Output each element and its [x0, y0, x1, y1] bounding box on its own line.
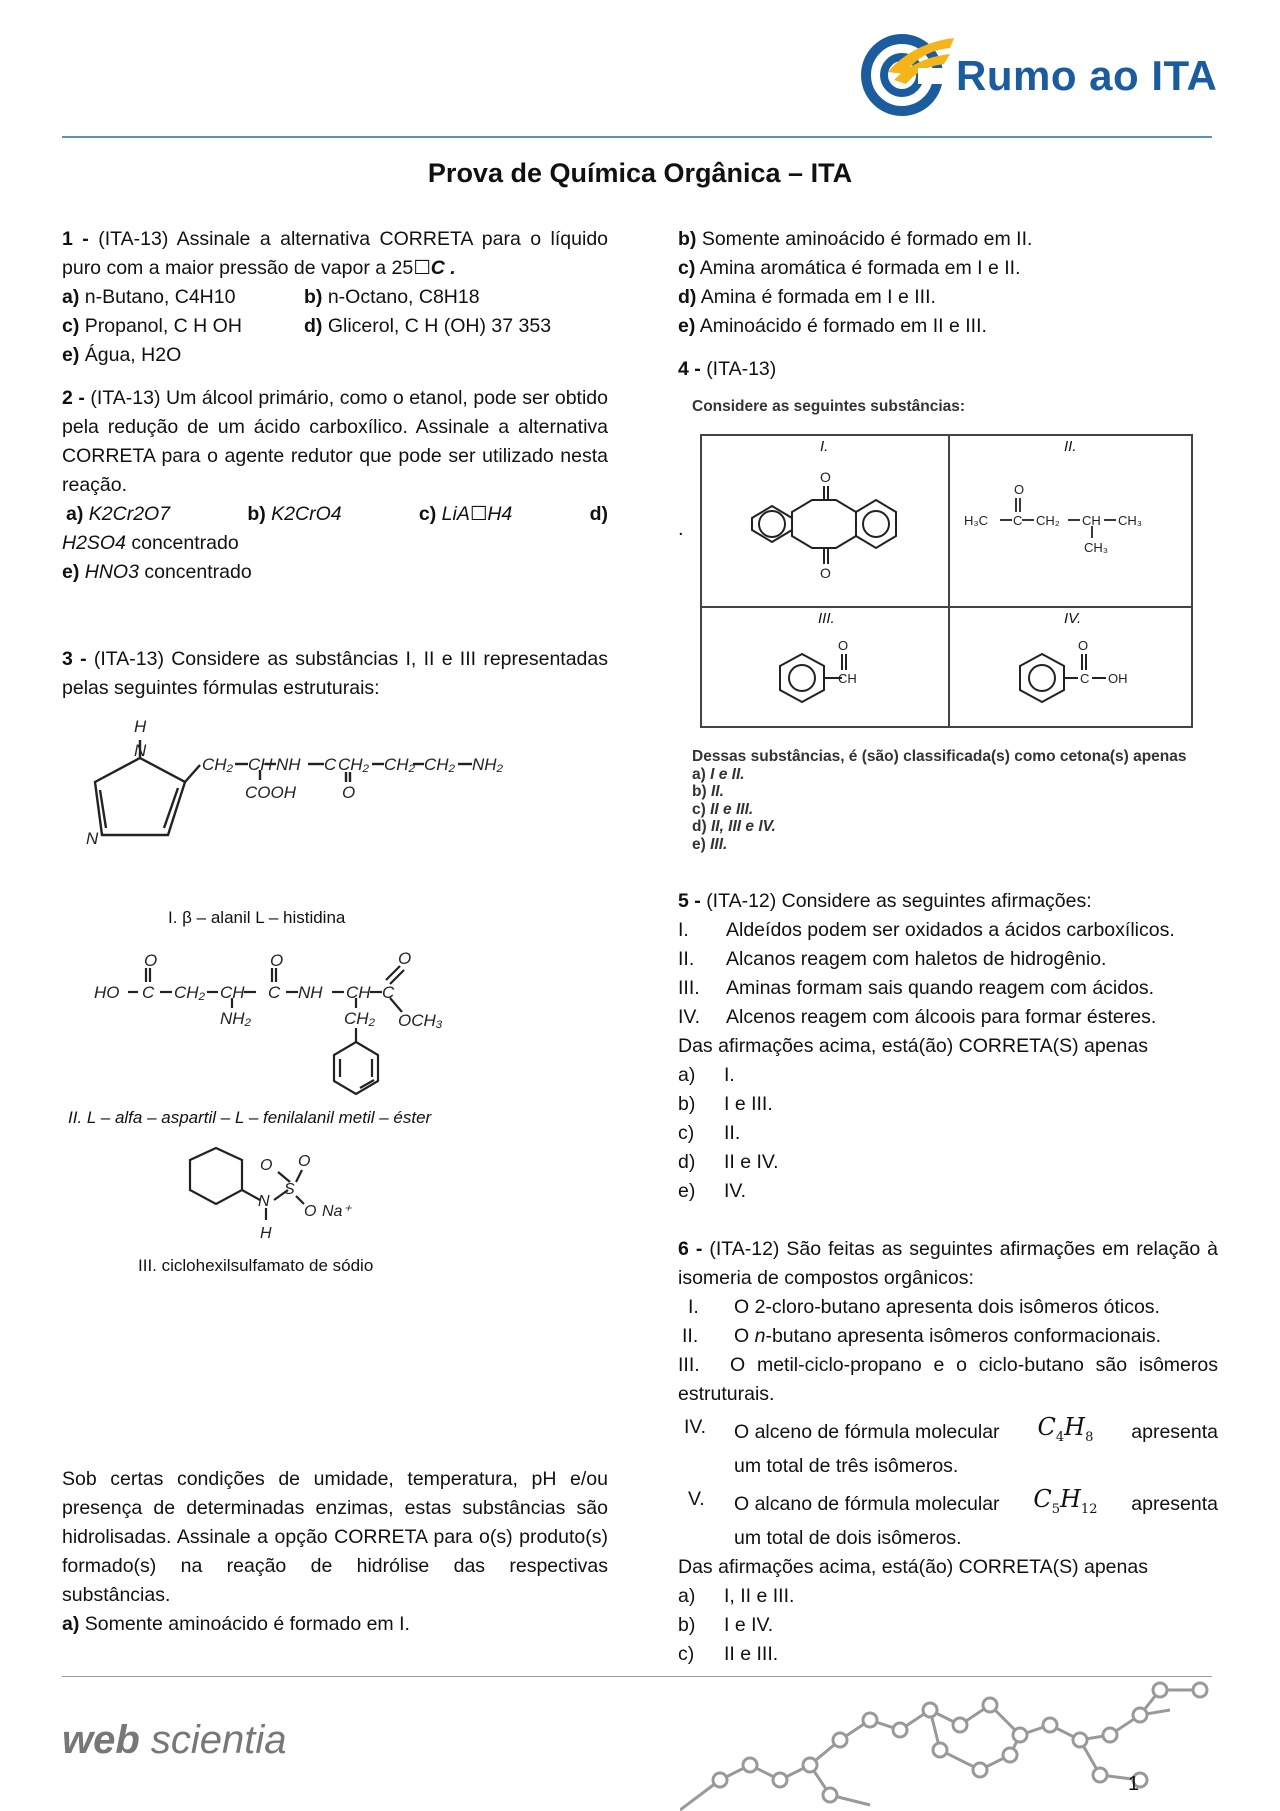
svg-text:NH₂: NH₂	[220, 1009, 252, 1028]
option-key: c)	[678, 1642, 695, 1665]
svg-text:NH: NH	[298, 983, 323, 1002]
svg-text:O: O	[820, 469, 831, 485]
svg-text:N: N	[134, 741, 147, 760]
option-key: c)	[678, 257, 696, 279]
question-number: 3 -	[62, 648, 87, 670]
logo-text: Rumo ao ITA	[956, 52, 1218, 99]
option-key: d)	[692, 818, 707, 835]
option-d-tail: concentrado	[125, 532, 239, 554]
benzoic-acid	[1012, 636, 1172, 716]
svg-text:CH: CH	[248, 755, 273, 774]
option-key: e)	[62, 561, 80, 583]
option-key: b)	[678, 1093, 696, 1115]
brand-rest: scientia	[139, 1718, 287, 1762]
svg-text:CH₃: CH₃	[1084, 540, 1109, 555]
option-key: e)	[692, 835, 706, 853]
option-b: I e IV.	[724, 1613, 774, 1636]
unknown-glyph: ☐	[469, 503, 488, 525]
svg-text:C: C	[324, 755, 337, 774]
svg-text:OH: OH	[1108, 671, 1128, 686]
svg-text:Na⁺: Na⁺	[322, 1203, 351, 1220]
option-key: a)	[62, 1613, 80, 1635]
svg-text:C: C	[1080, 671, 1090, 686]
svg-text:CH₂: CH₂	[1036, 513, 1060, 528]
option-a: I e II.	[710, 765, 745, 783]
benzaldehyde	[772, 636, 912, 716]
option-d: H2SO4	[62, 532, 126, 554]
cell-label-I: I.	[820, 438, 829, 455]
option-d: II, III e IV.	[710, 818, 776, 835]
statement-II-a: O	[734, 1325, 755, 1347]
question-number: 5 -	[678, 890, 701, 912]
question-4	[678, 355, 1218, 384]
statement-I: O 2-cloro-butano apresenta dois isômeros óticos.	[734, 1296, 1160, 1318]
item-key: II.	[678, 948, 695, 970]
anthraquinone	[742, 466, 912, 596]
cell-label-IV: IV.	[1064, 610, 1082, 627]
option-key: d)	[678, 286, 697, 308]
option-key: b)	[678, 228, 697, 250]
svg-text:C: C	[1013, 513, 1023, 528]
option-e: HNO3	[84, 561, 139, 583]
question-1	[62, 225, 608, 370]
caption-structure-II: II. L – alfa – aspartil – L – fenilalanil metil – éster	[68, 1108, 432, 1127]
cell-label-II: II.	[1064, 438, 1077, 455]
svg-text:CH: CH	[838, 671, 857, 686]
option-a: I.	[724, 1064, 735, 1086]
svg-text:N: N	[258, 1193, 270, 1210]
svg-text:NH₂: NH₂	[472, 755, 504, 774]
question-text: (ITA-12) São feitas as seguintes afirmações em relação à isomeria de compostos orgânicos:	[678, 1238, 1218, 1289]
statement-I: Aldeídos podem ser oxidados a ácidos carboxílicos.	[726, 919, 1175, 941]
option-c: Amina aromática é formada em I e II.	[699, 257, 1021, 279]
formula-C4H8: $C_4H_8$	[1037, 1413, 1094, 1445]
svg-text:O: O	[1014, 482, 1025, 497]
option-a: n-Butano, C4H10	[84, 286, 236, 308]
option-c-tail: H4	[487, 503, 513, 525]
dot-marker: .	[678, 518, 684, 540]
degree-glyph: ☐	[413, 257, 431, 279]
option-a: Somente aminoácido é formado em I.	[84, 1613, 410, 1635]
statement-II-b: n	[754, 1325, 766, 1347]
svg-text:CH: CH	[1082, 513, 1101, 528]
svg-text:CH₂: CH₂	[384, 755, 416, 774]
page-number: 1	[1128, 1773, 1140, 1795]
option-e: Aminoácido é formado em II e III.	[699, 315, 987, 337]
question-text: (ITA-12) Considere as seguintes afirmações:	[706, 890, 1092, 912]
item-key: IV.	[678, 1006, 701, 1028]
option-key: b)	[304, 286, 323, 308]
svg-text:CH: CH	[346, 983, 371, 1002]
question-text: (ITA-13)	[706, 358, 777, 380]
question-text: (ITA-13) Assinale a alternativa CORRETA para o líquido puro com a maior pressão de vapor a 25	[62, 228, 609, 279]
option-key: e)	[678, 315, 696, 337]
statement-V-a: O alcano de fórmula molecular	[734, 1492, 1000, 1515]
question-number: 6 -	[678, 1238, 703, 1260]
option-c: II.	[724, 1122, 741, 1144]
option-e: IV.	[724, 1180, 747, 1202]
option-e: III.	[710, 835, 728, 853]
svg-text:O: O	[270, 951, 284, 970]
structure-I	[80, 710, 540, 850]
option-b: K2CrO4	[271, 503, 342, 525]
option-c: II e III.	[710, 800, 754, 818]
question-5	[678, 887, 1223, 1206]
option-key: a)	[678, 1064, 696, 1086]
option-key: a)	[66, 503, 84, 525]
option-a: I, II e III.	[724, 1584, 795, 1607]
left-column	[62, 225, 608, 703]
option-d: II e IV.	[724, 1151, 779, 1173]
option-key: b)	[678, 1613, 696, 1636]
svg-text:H: H	[260, 1225, 272, 1242]
statement-III: O metil-ciclo-propano e o ciclo-butano são isômeros estruturais.	[678, 1354, 1218, 1405]
option-key: a)	[692, 765, 706, 783]
statement-II-c: -butano apresenta isômeros conformacionais.	[765, 1325, 1162, 1347]
option-e: Água, H2O	[84, 344, 182, 366]
item-key: III.	[678, 977, 700, 999]
ketone-structure	[958, 476, 1188, 576]
option-key: d)	[589, 503, 608, 525]
footer-divider	[62, 1676, 1212, 1677]
option-key: d)	[678, 1151, 696, 1173]
logo-icon	[858, 30, 954, 120]
q4-options	[692, 748, 1187, 853]
question-text: Sob certas condições de umidade, temperatura, pH e/ou presença de determinadas enzimas, estas substâncias são hidrolisadas. Assinale a opção CORRETA para o(s) produto(s) formado(s) na reação de hidrólise das respectivas substâncias.	[62, 1468, 608, 1606]
option-e-tail: concentrado	[138, 561, 252, 583]
option-key: b)	[247, 503, 266, 525]
structure-III	[180, 1140, 380, 1250]
statement-II: Alcanos reagem com haletos de hidrogênio.	[726, 948, 1107, 970]
question-number: 1 -	[62, 228, 89, 250]
svg-text:CH: CH	[220, 983, 245, 1002]
svg-text:CH₂: CH₂	[338, 755, 370, 774]
question-text: Das afirmações acima, está(ão) CORRETA(S) apenas	[678, 1035, 1148, 1057]
svg-text:N: N	[86, 829, 99, 848]
svg-text:HO: HO	[94, 983, 120, 1002]
brand-bold: web	[62, 1718, 140, 1762]
svg-text:O: O	[398, 950, 412, 968]
item-key: I.	[678, 919, 689, 941]
svg-text:O: O	[342, 783, 356, 802]
page-title: Prova de Química Orgânica – ITA	[427, 158, 853, 188]
option-key: c)	[678, 1122, 695, 1144]
cell-label-III: III.	[818, 610, 835, 627]
option-a: K2Cr2O7	[88, 503, 171, 525]
option-key: a)	[678, 1584, 696, 1607]
option-key: c)	[418, 503, 437, 525]
option-b: II.	[710, 783, 724, 800]
temperature-unit: C .	[430, 257, 456, 279]
question-text: Das afirmações acima, está(ão) CORRETA(S) apenas	[678, 1555, 1148, 1578]
svg-text:O: O	[260, 1157, 273, 1174]
question-3-continued	[62, 1465, 608, 1639]
question-text: (ITA-13) Considere as substâncias I, II e III representadas pelas seguintes fórmulas estruturais:	[62, 648, 608, 699]
caption-structure-III: III. ciclohexilsulfamato de sódio	[138, 1256, 374, 1275]
svg-text:C: C	[142, 983, 155, 1002]
q4-intro: Considere as seguintes substâncias:	[692, 398, 966, 415]
option-c: II e III.	[724, 1642, 779, 1665]
header-divider	[62, 136, 1212, 138]
svg-text:OCH₃: OCH₃	[398, 1011, 443, 1030]
svg-text:CH₂: CH₂	[174, 983, 206, 1002]
svg-text:COOH: COOH	[245, 783, 296, 802]
svg-text:C: C	[382, 983, 395, 1002]
option-key: e)	[678, 1180, 696, 1202]
question-6: 6 - (ITA-12) São feitas as seguintes afirmações em relação à isomeria de compostos orgânicos: I. O 2-cloro-butano apresenta dois isômeros óticos. II. O n-butano apresenta isômeros conformacionais. III. O metil-ciclo-propano e o ciclo-butano são isômeros estruturais. IV. O alceno de fórmula molecular $C_4H_8$ apresenta um total de três isômeros. V. O alcano de fórmula molecular $C_5H_{12}$ apresenta um total de dois isômeros. Das afirmações acima, está(ão) CORRETA(S) apenas a) I, II e III. b) I e IV. c) II e III.	[678, 1235, 1218, 1669]
svg-text:H: H	[134, 717, 147, 736]
svg-text:CH₂: CH₂	[202, 755, 234, 774]
option-b: I e III.	[724, 1093, 773, 1115]
option-b: n-Octano, C8H18	[327, 286, 480, 308]
svg-text:O: O	[820, 565, 831, 581]
svg-text:C: C	[268, 983, 281, 1002]
question-text: Dessas substâncias, é (são) classificada(s) como cetona(s) apenas	[692, 748, 1187, 765]
svg-text:O: O	[304, 1203, 317, 1220]
svg-text:S: S	[284, 1181, 295, 1198]
svg-text:CH₂: CH₂	[344, 1009, 376, 1028]
option-d: Amina é formada em I e III.	[700, 286, 936, 308]
question-number: 4 -	[678, 358, 701, 380]
right-column	[678, 225, 1218, 384]
option-key: c)	[62, 315, 80, 337]
option-key: c)	[692, 800, 706, 818]
question-2	[62, 384, 608, 587]
option-c: LiA	[441, 503, 470, 525]
svg-text:NH: NH	[276, 755, 301, 774]
statement-III: Aminas formam sais quando reagem com ácidos.	[726, 977, 1155, 999]
caption-structure-I: I. β – alanil L – histidina	[168, 908, 346, 927]
option-key: b)	[692, 783, 707, 800]
question-text: (ITA-13) Um álcool primário, como o etanol, pode ser obtido pela redução de um ácido carboxílico. Assinale a alternativa CORRETA para o agente redutor que pode ser utilizado nesta reação.	[62, 387, 608, 496]
svg-text:CH₂: CH₂	[424, 755, 456, 774]
formula-C5H12: $C_5H_{12}$	[1033, 1484, 1098, 1517]
statement-IV-a: O alceno de fórmula molecular	[734, 1420, 1000, 1443]
svg-text:CH₃: CH₃	[1118, 513, 1143, 528]
option-b: Somente aminoácido é formado em II.	[701, 228, 1033, 250]
option-key: a)	[62, 286, 80, 308]
option-d: Glicerol, C H (OH) 37 353	[327, 315, 552, 337]
svg-text:O: O	[838, 638, 849, 653]
option-key: e)	[62, 344, 80, 366]
svg-text:O: O	[144, 951, 158, 970]
footer-brand	[62, 1718, 287, 1763]
question-number: 2 -	[62, 387, 85, 409]
svg-text:H₃C: H₃C	[964, 513, 989, 528]
option-c: Propanol, C H OH	[84, 315, 242, 337]
statement-IV: Alcenos reagem com álcoois para formar ésteres.	[726, 1006, 1157, 1028]
option-key: d)	[304, 315, 323, 337]
svg-text:O: O	[1078, 638, 1089, 653]
question-3	[62, 645, 608, 703]
substances-table	[700, 434, 1193, 728]
structure-II	[92, 950, 472, 1110]
svg-text:O: O	[298, 1153, 311, 1170]
